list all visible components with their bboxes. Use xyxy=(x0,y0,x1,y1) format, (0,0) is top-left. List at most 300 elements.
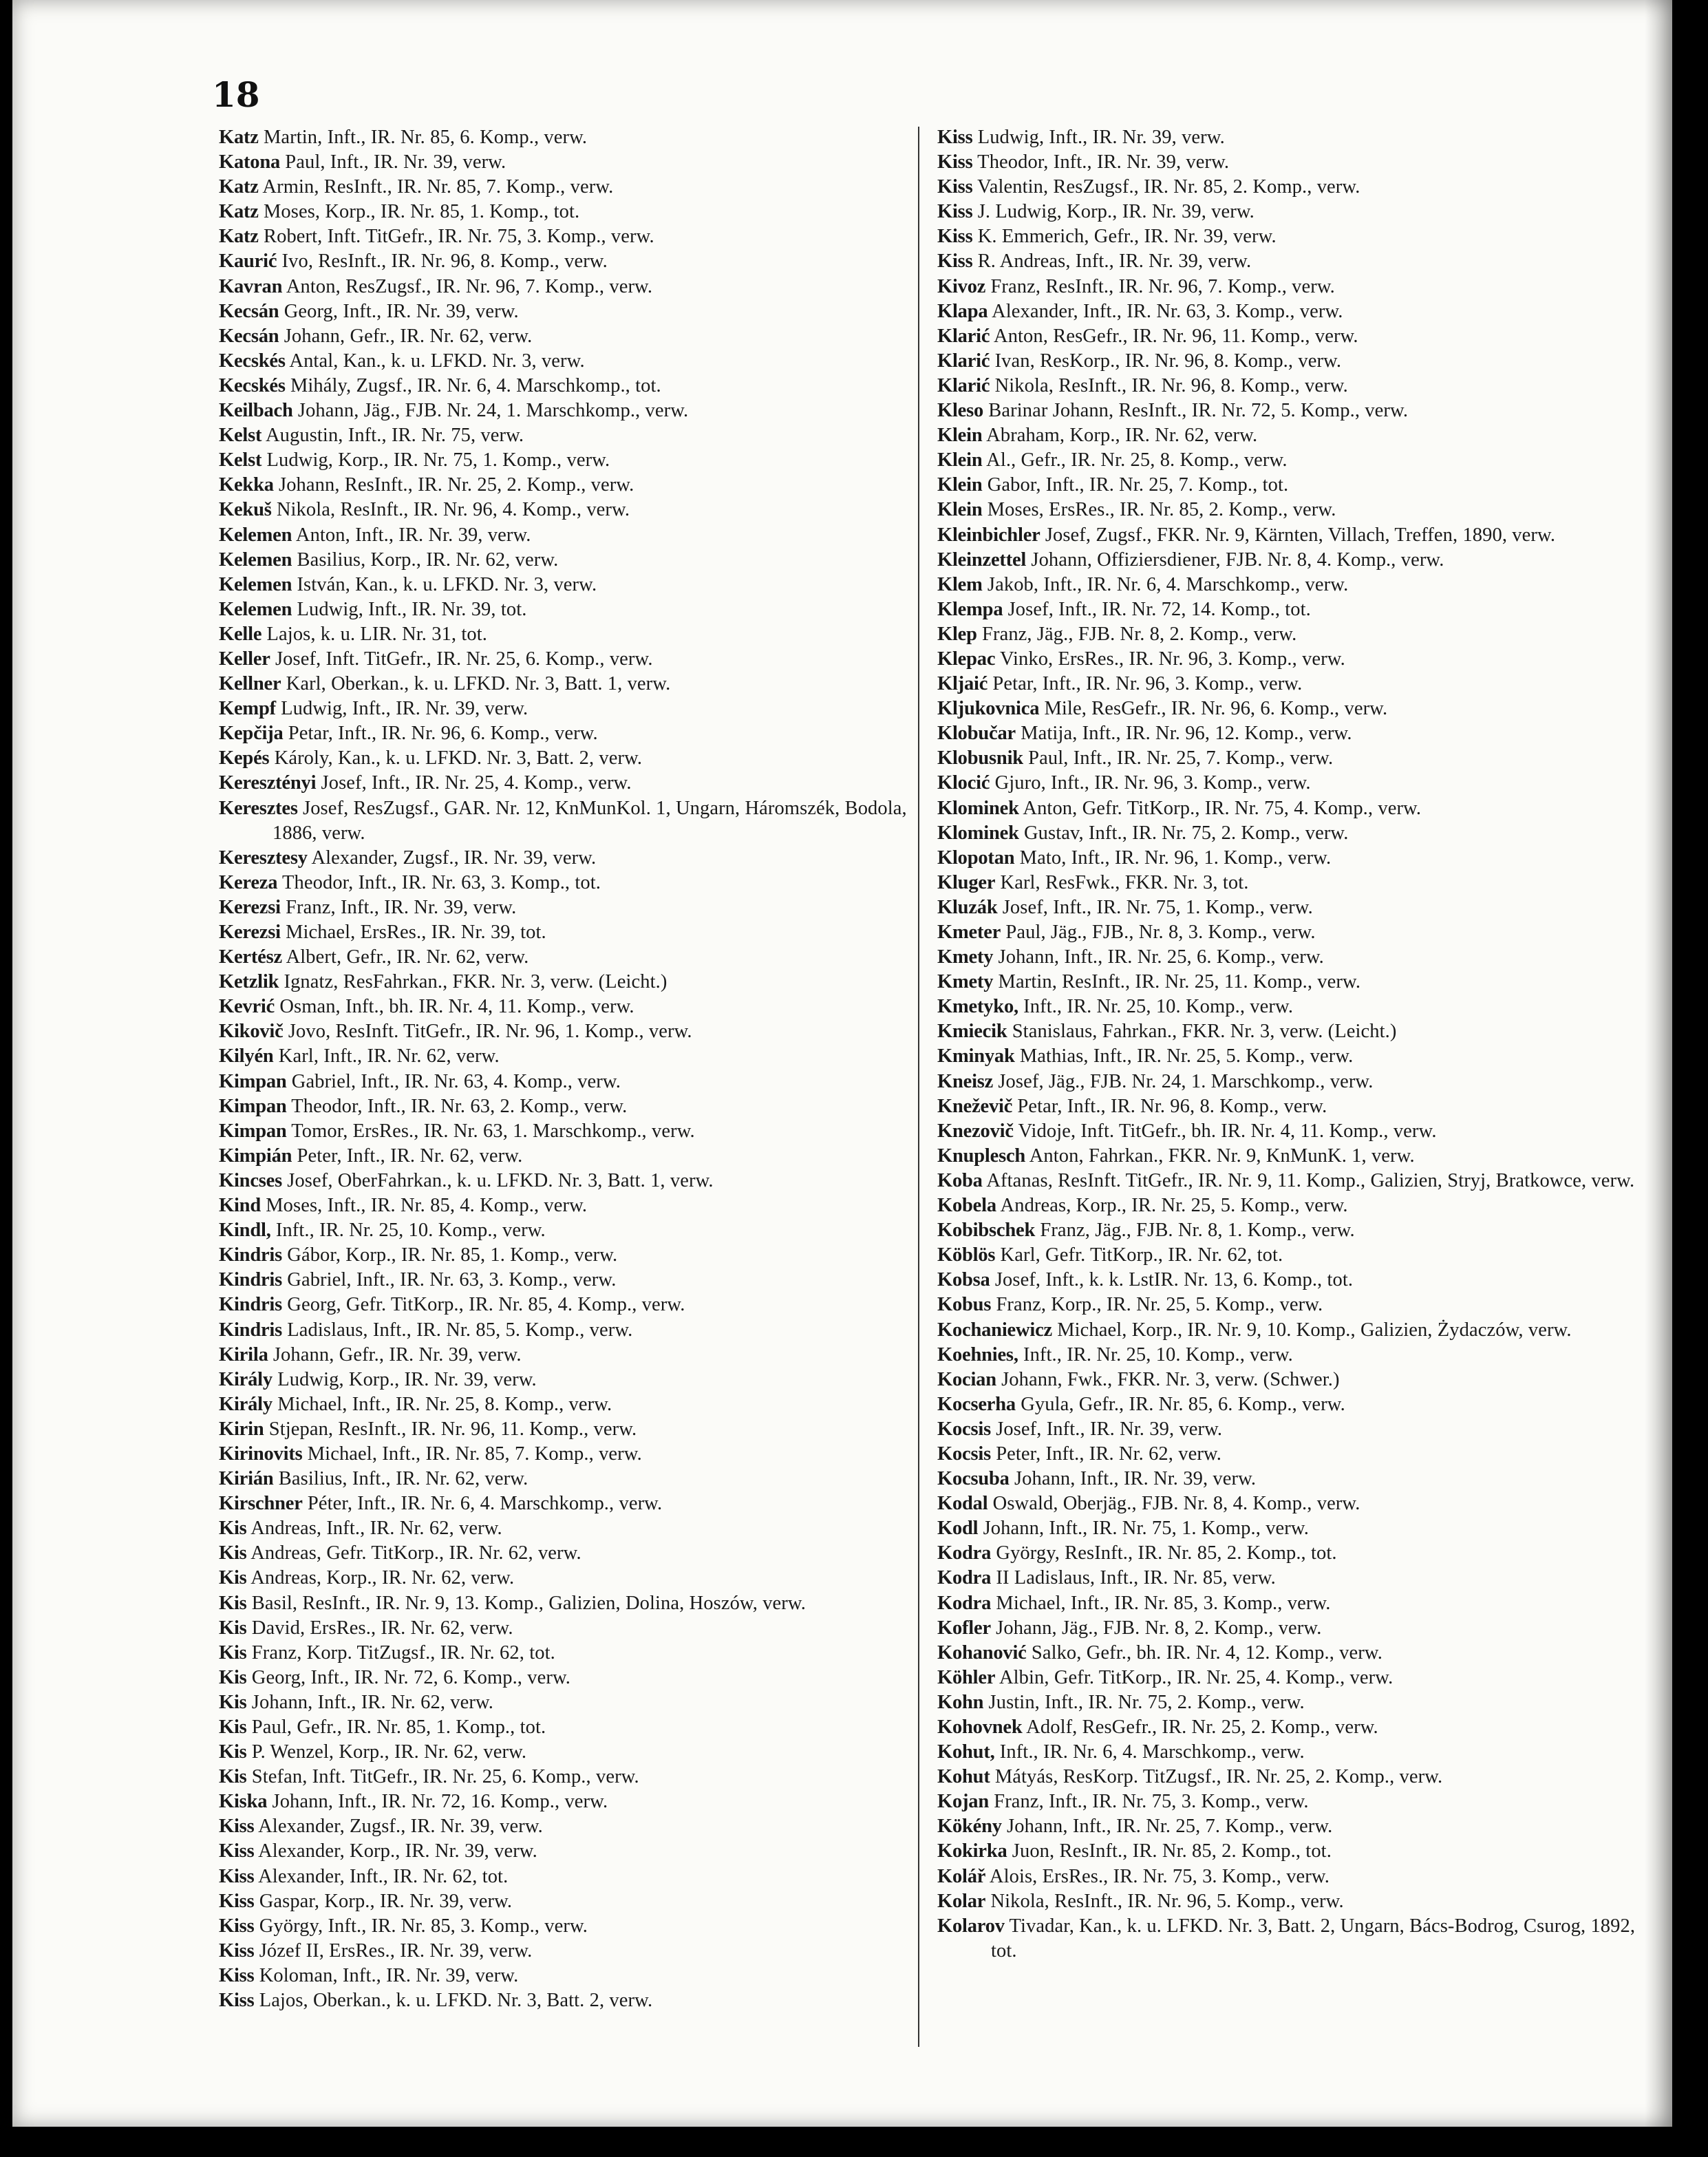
list-item xyxy=(937,1094,1639,1119)
list-item xyxy=(937,125,1639,150)
surname: Kis xyxy=(219,1766,247,1788)
page-number: 18 xyxy=(212,74,260,115)
entry-details: K. Emmerich, Gefr., IR. Nr. 39, verw. xyxy=(972,226,1277,248)
entry-details: Paul, Inft., IR. Nr. 39, verw. xyxy=(280,151,506,173)
list-item xyxy=(937,1864,1639,1889)
surname: Koba xyxy=(937,1169,983,1191)
list-item xyxy=(937,622,1639,647)
list-item xyxy=(937,1839,1639,1864)
surname: Kempf xyxy=(219,698,276,720)
entry-details: Alexander, Inft., IR. Nr. 62, tot. xyxy=(254,1865,509,1887)
list-item xyxy=(937,473,1639,498)
list-item xyxy=(937,1666,1639,1690)
surname: Kelst xyxy=(219,425,262,447)
entry-details: Johann, Inft., IR. Nr. 25, 6. Komp., verw. xyxy=(993,946,1324,968)
surname: Kocserha xyxy=(937,1393,1016,1415)
list-item xyxy=(937,697,1639,721)
surname: Kikovič xyxy=(219,1021,284,1043)
entry-details: Petar, Inft., IR. Nr. 96, 3. Komp., verw. xyxy=(988,673,1303,695)
surname: Kincses xyxy=(219,1169,283,1191)
surname: Kmiecik xyxy=(937,1021,1007,1043)
entry-details: Ludwig, Korp., IR. Nr. 75, 1. Komp., verw. xyxy=(261,449,610,471)
surname: Kolář xyxy=(937,1865,986,1887)
surname: Kelemen xyxy=(219,524,292,546)
list-item xyxy=(219,1566,914,1591)
entry-details: Vinko, ErsRes., IR. Nr. 96, 3. Komp., verw. xyxy=(995,648,1345,670)
entry-details: Mátyás, ResKorp. TitZugsf., IR. Nr. 25, 2. Komp., verw. xyxy=(990,1766,1443,1788)
list-item xyxy=(219,1988,914,2013)
entry-details: Franz, ResInft., IR. Nr. 96, 7. Komp., verw. xyxy=(985,275,1335,297)
entry-details: Alexander, Zugsf., IR. Nr. 39, verw. xyxy=(254,1816,543,1838)
list-item xyxy=(219,1765,914,1789)
list-item xyxy=(219,224,914,249)
surname: Kiss xyxy=(937,226,973,248)
entry-details: Gjuro, Inft., IR. Nr. 96, 3. Komp., verw. xyxy=(990,772,1311,794)
entry-details: Matija, Inft., IR. Nr. 96, 12. Komp., verw. xyxy=(1016,723,1352,745)
list-item xyxy=(937,224,1639,249)
surname: Kocsis xyxy=(937,1418,991,1440)
surname: Kiss xyxy=(937,127,973,148)
list-item xyxy=(219,746,914,771)
list-item xyxy=(937,1218,1639,1243)
list-item xyxy=(219,1939,914,1964)
entry-details: Anton, Inft., IR. Nr. 39, verw. xyxy=(292,524,531,546)
surname: Kaurić xyxy=(219,251,277,273)
surname: Kecskés xyxy=(219,374,286,396)
entry-details: Johann, Inft., IR. Nr. 62, verw. xyxy=(246,1691,494,1713)
entry-details: Anton, ResGefr., IR. Nr. 96, 11. Komp., verw. xyxy=(990,325,1358,347)
entry-details: Johann, Gefr., IR. Nr. 39, verw. xyxy=(268,1343,522,1366)
entry-details: Vidoje, Inft. TitGefr., bh. IR. Nr. 4, 11. Komp., verw. xyxy=(1013,1120,1437,1142)
list-item xyxy=(219,1591,914,1616)
surname: Kneževič xyxy=(937,1095,1013,1117)
list-item xyxy=(937,1293,1639,1317)
entry-details: Alexander, Zugsf., IR. Nr. 39, verw. xyxy=(307,847,597,869)
surname: Klobučar xyxy=(937,723,1016,745)
surname: Kochaniewicz xyxy=(937,1319,1052,1341)
surname: Kavran xyxy=(219,275,283,297)
surname: Kodra xyxy=(937,1592,992,1614)
entry-details: Osman, Inft., bh. IR. Nr. 4, 11. Komp., verw. xyxy=(275,996,634,1018)
list-item xyxy=(937,721,1639,746)
surname: Kleinbichler xyxy=(937,524,1040,546)
entry-details: Mato, Inft., IR. Nr. 96, 1. Komp., verw. xyxy=(1014,847,1332,869)
list-item xyxy=(219,523,914,548)
surname: Kis xyxy=(219,1691,247,1713)
list-item xyxy=(937,1169,1639,1193)
surname: Kis xyxy=(219,1542,247,1564)
entry-details: Justin, Inft., IR. Nr. 75, 2. Komp., verw. xyxy=(983,1691,1305,1713)
entry-details: István, Kan., k. u. LFKD. Nr. 3, verw. xyxy=(292,573,597,595)
surname: Katz xyxy=(219,176,259,198)
surname: Kneisz xyxy=(937,1070,994,1092)
list-item xyxy=(937,1516,1639,1541)
list-item xyxy=(219,945,914,970)
list-item xyxy=(219,1814,914,1839)
surname: Kojan xyxy=(937,1791,990,1813)
list-item xyxy=(219,597,914,622)
entry-details: Gabriel, Inft., IR. Nr. 63, 3. Komp., verw. xyxy=(282,1269,617,1291)
entry-details: Michael, Inft., IR. Nr. 85, 3. Komp., verw. xyxy=(991,1592,1331,1614)
surname: Kis xyxy=(219,1717,247,1738)
surname: Király xyxy=(219,1393,273,1415)
surname: Klocić xyxy=(937,772,990,794)
entry-details: David, ErsRes., IR. Nr. 62, verw. xyxy=(246,1617,513,1639)
list-item xyxy=(937,548,1639,573)
list-item xyxy=(937,1119,1639,1144)
list-item xyxy=(219,349,914,374)
surname: Kimpan xyxy=(219,1070,287,1092)
list-item xyxy=(937,1193,1639,1218)
entry-details: Stanislaus, Fahrkan., FKR. Nr. 3, verw. (Leicht.) xyxy=(1007,1021,1397,1043)
entry-details: Johann, Inft., IR. Nr. 25, 7. Komp., verw. xyxy=(1001,1816,1333,1838)
entry-details: Péter, Inft., IR. Nr. 6, 4. Marschkomp., verw. xyxy=(302,1493,663,1515)
surname: Kindris xyxy=(219,1244,283,1266)
list-item xyxy=(219,1243,914,1268)
list-item xyxy=(937,175,1639,200)
entry-details: Oswald, Oberjäg., FJB. Nr. 8, 4. Komp., verw. xyxy=(988,1493,1360,1515)
surname: Kokirka xyxy=(937,1840,1007,1862)
entry-details: Johann, Gefr., IR. Nr. 62, verw. xyxy=(279,325,533,347)
list-item xyxy=(937,970,1639,995)
surname: Kiss xyxy=(219,1940,255,1962)
surname: Kelle xyxy=(219,623,262,645)
surname: Kohanović xyxy=(937,1641,1027,1664)
surname: Kocsuba xyxy=(937,1468,1010,1490)
list-item xyxy=(937,1740,1639,1765)
list-item xyxy=(937,920,1639,945)
column-divider xyxy=(918,127,919,2047)
list-item xyxy=(219,150,914,175)
entry-details: Alexander, Inft., IR. Nr. 63, 3. Komp., verw. xyxy=(988,300,1343,322)
surname: Kevrić xyxy=(219,996,275,1018)
list-item xyxy=(937,1343,1639,1368)
surname: Kis xyxy=(219,1741,247,1763)
entry-details: Johann, Inft., IR. Nr. 75, 1. Komp., verw. xyxy=(978,1518,1309,1540)
surname: Kljaić xyxy=(937,673,988,695)
list-item xyxy=(219,1491,914,1516)
list-item xyxy=(219,573,914,597)
surname: Kecskés xyxy=(219,350,286,372)
surname: Kohut xyxy=(937,1766,990,1788)
entry-details: Stefan, Inft. TitGefr., IR. Nr. 25, 6. Komp., verw. xyxy=(246,1766,639,1788)
list-item xyxy=(219,1914,914,1939)
entry-details: Ludwig, Inft., IR. Nr. 39, tot. xyxy=(292,598,527,620)
surname: Kökény xyxy=(937,1816,1002,1838)
entry-details: Koloman, Inft., IR. Nr. 39, verw. xyxy=(254,1964,519,1986)
entry-details: Paul, Jäg., FJB., Nr. 8, 3. Komp., verw. xyxy=(1001,922,1316,943)
surname: Kiss xyxy=(937,151,973,173)
entry-details: Gábor, Korp., IR. Nr. 85, 1. Komp., verw. xyxy=(282,1244,618,1266)
surname: Katz xyxy=(219,226,259,248)
surname: Kohn xyxy=(937,1691,984,1713)
entry-details: Johann, Jäg., FJB. Nr. 8, 2. Komp., verw. xyxy=(990,1617,1322,1639)
entry-details: Josef, Inft., IR. Nr. 75, 1. Komp., verw. xyxy=(997,896,1313,918)
entry-details: Inft., IR. Nr. 6, 4. Marschkomp., verw. xyxy=(994,1741,1305,1763)
entry-details: Alexander, Korp., IR. Nr. 39, verw. xyxy=(254,1840,537,1862)
entry-details: Albin, Gefr. TitKorp., IR. Nr. 25, 4. Komp., verw. xyxy=(995,1666,1394,1688)
surname: Klem xyxy=(937,573,983,595)
surname: Kodra xyxy=(937,1567,992,1589)
entry-details: Antal, Kan., k. u. LFKD. Nr. 3, verw. xyxy=(285,350,585,372)
list-item xyxy=(219,498,914,522)
list-item xyxy=(219,1044,914,1069)
list-item xyxy=(937,672,1639,697)
entry-details: Johann, ResInft., IR. Nr. 25, 2. Komp., verw. xyxy=(273,474,634,496)
entry-details: Paul, Inft., IR. Nr. 25, 7. Komp., verw. xyxy=(1023,747,1334,769)
surname: Kelst xyxy=(219,449,262,471)
list-item xyxy=(219,249,914,274)
entry-details: Karl, ResFwk., FKR. Nr. 3, tot. xyxy=(995,871,1249,893)
surname: Kleinzettel xyxy=(937,549,1027,571)
entry-details: Valentin, ResZugsf., IR. Nr. 85, 2. Komp., verw. xyxy=(972,176,1360,198)
entry-details: Peter, Inft., IR. Nr. 62, verw. xyxy=(990,1443,1221,1465)
entry-details: Inft., IR. Nr. 25, 10. Komp., verw. xyxy=(270,1220,546,1242)
entry-details: Augustin, Inft., IR. Nr. 75, verw. xyxy=(261,425,524,447)
list-item xyxy=(219,721,914,746)
surname: Kecsán xyxy=(219,300,279,322)
entry-details: Franz, Jäg., FJB. Nr. 8, 1. Komp., verw. xyxy=(1035,1220,1355,1242)
surname: Kobela xyxy=(937,1195,996,1217)
list-item xyxy=(937,448,1639,473)
list-item xyxy=(937,349,1639,374)
list-item xyxy=(937,498,1639,522)
list-item xyxy=(219,920,914,945)
surname: Katz xyxy=(219,201,259,223)
surname: Kodal xyxy=(937,1493,988,1515)
entry-details: György, Inft., IR. Nr. 85, 3. Komp., verw. xyxy=(254,1915,588,1937)
entry-details: Józef II, ErsRes., IR. Nr. 39, verw. xyxy=(254,1940,533,1962)
surname: Kis xyxy=(219,1567,247,1589)
list-item xyxy=(937,1914,1639,1964)
entry-details: Lajos, k. u. LIR. Nr. 31, tot. xyxy=(261,623,487,645)
surname: Kmetyko, xyxy=(937,996,1018,1018)
list-item xyxy=(219,200,914,224)
surname: Kepčija xyxy=(219,723,284,745)
list-item xyxy=(219,1019,914,1044)
list-item xyxy=(219,647,914,672)
entry-details: Basilius, Korp., IR. Nr. 62, verw. xyxy=(292,549,559,571)
list-item xyxy=(219,1193,914,1218)
surname: Kirschner xyxy=(219,1493,303,1515)
surname: Kis xyxy=(219,1617,247,1639)
surname: Klominek xyxy=(937,797,1019,819)
list-item xyxy=(219,1318,914,1343)
surname: Kmeter xyxy=(937,922,1001,943)
entry-details: Johann, Fwk., FKR. Nr. 3, verw. (Schwer.) xyxy=(996,1368,1340,1390)
surname: Kiska xyxy=(219,1791,268,1813)
list-item xyxy=(219,1839,914,1864)
entry-details: Stjepan, ResInft., IR. Nr. 96, 11. Komp., verw. xyxy=(264,1418,637,1440)
surname: Király xyxy=(219,1368,273,1390)
surname: Kis xyxy=(219,1592,247,1614)
list-item xyxy=(937,249,1639,274)
list-item xyxy=(937,1019,1639,1044)
entry-details: Karl, Gefr. TitKorp., IR. Nr. 62, tot. xyxy=(995,1244,1283,1266)
entry-details: Mile, ResGefr., IR. Nr. 96, 6. Komp., verw. xyxy=(1039,698,1388,720)
left-column xyxy=(219,125,914,2013)
surname: Keresztesy xyxy=(219,847,308,869)
surname: Kiss xyxy=(219,1865,255,1887)
surname: Kolarov xyxy=(937,1915,1005,1937)
list-item xyxy=(219,1094,914,1119)
surname: Kivoz xyxy=(937,275,986,297)
list-item xyxy=(219,1641,914,1666)
surname: Kimpan xyxy=(219,1095,287,1117)
surname: Kindris xyxy=(219,1269,283,1291)
surname: Klominek xyxy=(937,822,1019,844)
surname: Kofler xyxy=(937,1617,991,1639)
list-item xyxy=(219,995,914,1019)
entry-details: Josef, Inft., IR. Nr. 39, verw. xyxy=(990,1418,1223,1440)
surname: Ketzlik xyxy=(219,971,279,993)
entry-details: Michael, Inft., IR. Nr. 85, 7. Komp., verw. xyxy=(302,1443,642,1465)
list-item xyxy=(937,995,1639,1019)
surname: Kilyén xyxy=(219,1045,274,1067)
surname: Kljukovnica xyxy=(937,698,1040,720)
entry-details: Alois, ErsRes., IR. Nr. 75, 3. Komp., verw. xyxy=(985,1865,1330,1887)
list-item xyxy=(937,423,1639,448)
surname: Kocsis xyxy=(937,1443,991,1465)
list-item xyxy=(219,1119,914,1144)
list-item xyxy=(219,1070,914,1094)
list-item xyxy=(937,1442,1639,1467)
entry-details: Károly, Kan., k. u. LFKD. Nr. 3, Batt. 2, verw. xyxy=(269,747,643,769)
entry-details: Abraham, Korp., IR. Nr. 62, verw. xyxy=(982,425,1258,447)
entry-details: Ludwig, Korp., IR. Nr. 39, verw. xyxy=(272,1368,537,1390)
entry-details: György, ResInft., IR. Nr. 85, 2. Komp., tot. xyxy=(991,1542,1337,1564)
list-item xyxy=(219,1516,914,1541)
surname: Klarić xyxy=(937,350,990,372)
surname: Kerezsi xyxy=(219,896,281,918)
list-item xyxy=(219,1218,914,1243)
list-item xyxy=(937,275,1639,299)
list-item xyxy=(219,1541,914,1566)
list-item xyxy=(219,1467,914,1491)
list-item xyxy=(219,448,914,473)
entry-details: Ladislaus, Inft., IR. Nr. 85, 5. Komp., verw. xyxy=(282,1319,633,1341)
surname: Kmety xyxy=(937,971,994,993)
surname: Kiss xyxy=(937,251,973,273)
list-item xyxy=(937,647,1639,672)
entry-details: Josef, ResZugsf., GAR. Nr. 12, KnMunKol. 1, Ungarn, Háromszék, Bodola, 1886, verw. xyxy=(273,797,907,844)
list-item xyxy=(937,1566,1639,1591)
entry-details: Martin, Inft., IR. Nr. 85, 6. Komp., verw. xyxy=(258,127,588,148)
surname: Kobibschek xyxy=(937,1220,1036,1242)
surname: Kolar xyxy=(937,1890,986,1912)
list-item xyxy=(219,871,914,895)
list-item xyxy=(937,200,1639,224)
surname: Katz xyxy=(219,127,259,148)
entry-details: Ludwig, Inft., IR. Nr. 39, verw. xyxy=(972,127,1225,148)
entry-details: P. Wenzel, Korp., IR. Nr. 62, verw. xyxy=(246,1741,527,1763)
list-item xyxy=(219,374,914,399)
list-item xyxy=(219,423,914,448)
entry-details: Ivo, ResInft., IR. Nr. 96, 8. Komp., verw. xyxy=(277,251,608,273)
list-item xyxy=(219,1169,914,1193)
list-item xyxy=(937,846,1639,871)
entry-details: Georg, Inft., IR. Nr. 39, verw. xyxy=(279,300,519,322)
surname: Keresztényi xyxy=(219,772,317,794)
surname: Kminyak xyxy=(937,1045,1015,1067)
surname: Katona xyxy=(219,151,281,173)
entry-details: Lajos, Oberkan., k. u. LFKD. Nr. 3, Batt. 2, verw. xyxy=(254,1990,653,2012)
entry-details: Michael, ErsRes., IR. Nr. 39, tot. xyxy=(280,922,546,943)
surname: Kobus xyxy=(937,1294,992,1316)
surname: Klein xyxy=(937,499,983,521)
surname: Kodl xyxy=(937,1518,979,1540)
entry-details: Johann, Jäg., FJB. Nr. 24, 1. Marschkomp., verw. xyxy=(292,400,689,422)
list-item xyxy=(219,1268,914,1293)
surname: Kereza xyxy=(219,871,278,893)
surname: Kiss xyxy=(219,1816,255,1838)
surname: Klein xyxy=(937,449,983,471)
entry-details: Nikola, ResInft., IR. Nr. 96, 8. Komp., verw. xyxy=(990,374,1348,396)
entry-details: Theodor, Inft., IR. Nr. 63, 3. Komp., tot. xyxy=(277,871,601,893)
entry-details: Josef, OberFahrkan., k. u. LFKD. Nr. 3, Batt. 1, verw. xyxy=(282,1169,714,1191)
entry-details: Jovo, ResInft. TitGefr., IR. Nr. 96, 1. Komp., verw. xyxy=(283,1021,692,1043)
list-item xyxy=(219,1740,914,1765)
surname: Kmety xyxy=(937,946,994,968)
entry-details: Gabriel, Inft., IR. Nr. 63, 4. Komp., verw. xyxy=(286,1070,621,1092)
surname: Kocian xyxy=(937,1368,996,1390)
entry-details: II Ladislaus, Inft., IR. Nr. 85, verw. xyxy=(991,1567,1276,1589)
list-item xyxy=(937,1765,1639,1789)
entry-details: Moses, ErsRes., IR. Nr. 85, 2. Komp., verw. xyxy=(982,499,1336,521)
entry-details: Basil, ResInft., IR. Nr. 9, 13. Komp., Galizien, Dolina, Hoszów, verw. xyxy=(246,1592,806,1614)
list-item xyxy=(937,324,1639,349)
entry-details: Armin, ResInft., IR. Nr. 85, 7. Komp., verw. xyxy=(258,176,614,198)
entry-details: Mathias, Inft., IR. Nr. 25, 5. Komp., verw. xyxy=(1014,1045,1354,1067)
entry-details: Michael, Korp., IR. Nr. 9, 10. Komp., Galizien, Żydaczów, verw. xyxy=(1052,1319,1572,1341)
list-item xyxy=(937,1591,1639,1616)
entry-details: Moses, Inft., IR. Nr. 85, 4. Komp., verw. xyxy=(261,1195,588,1217)
list-item xyxy=(219,796,914,846)
surname: Kodra xyxy=(937,1542,992,1564)
surname: Kirián xyxy=(219,1468,274,1490)
entry-details: Adolf, ResGefr., IR. Nr. 25, 2. Komp., verw. xyxy=(1022,1717,1378,1738)
entry-details: Juon, ResInft., IR. Nr. 85, 2. Komp., tot. xyxy=(1007,1840,1332,1862)
list-item xyxy=(219,175,914,200)
list-item xyxy=(219,125,914,150)
list-item xyxy=(937,1715,1639,1740)
surname: Kekka xyxy=(219,474,274,496)
list-item xyxy=(937,945,1639,970)
list-item xyxy=(219,275,914,299)
surname: Kellner xyxy=(219,673,281,695)
list-item xyxy=(219,1368,914,1392)
list-item xyxy=(219,846,914,871)
list-item xyxy=(219,473,914,498)
surname: Kekuš xyxy=(219,499,272,521)
list-item xyxy=(219,697,914,721)
list-item xyxy=(937,1641,1639,1666)
page-edge-shadow xyxy=(1645,0,1672,2127)
list-item xyxy=(219,399,914,423)
surname: Keilbach xyxy=(219,400,293,422)
list-item xyxy=(219,895,914,920)
entry-details: Georg, Inft., IR. Nr. 72, 6. Komp., verw. xyxy=(246,1666,571,1688)
entry-details: Theodor, Inft., IR. Nr. 39, verw. xyxy=(972,151,1230,173)
entry-details: Peter, Inft., IR. Nr. 62, verw. xyxy=(292,1145,523,1167)
entry-details: Franz, Jäg., FJB. Nr. 8, 2. Komp., verw. xyxy=(976,623,1297,645)
surname: Kepés xyxy=(219,747,270,769)
list-item xyxy=(219,1690,914,1715)
surname: Kiss xyxy=(937,201,973,223)
entry-details: Theodor, Inft., IR. Nr. 63, 2. Komp., verw. xyxy=(286,1095,628,1117)
surname: Kluger xyxy=(937,871,996,893)
entry-details: Ivan, ResKorp., IR. Nr. 96, 8. Komp., verw. xyxy=(990,350,1342,372)
